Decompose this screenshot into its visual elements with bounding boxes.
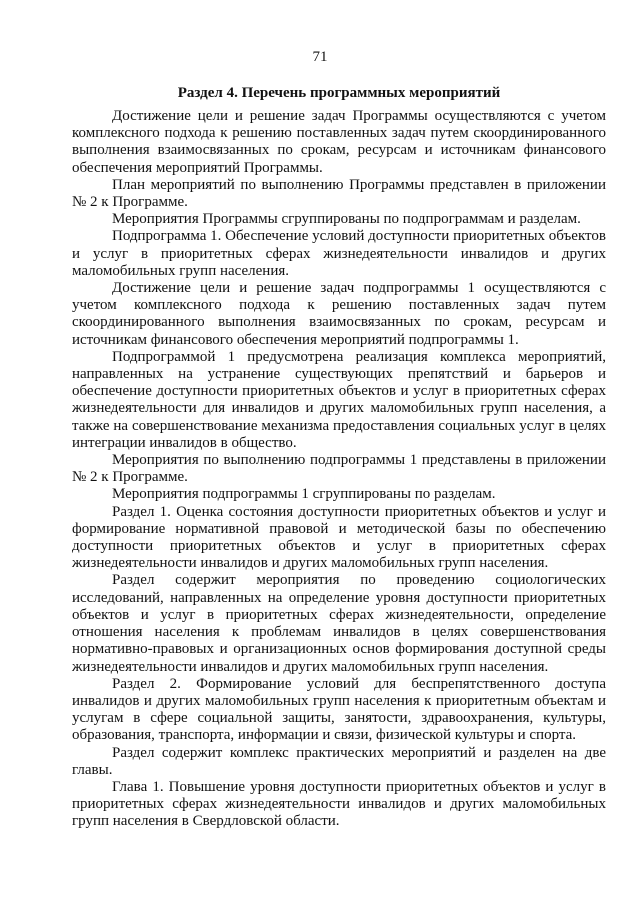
paragraph: Глава 1. Повышение уровня доступности приоритетных объектов и услуг в приоритетных сферах жизнедеятельности инвалидов и других маломобильных групп населения в Свердловской области. [72, 778, 606, 830]
paragraph: Раздел содержит мероприятия по проведению социологических исследований, направленных на определение уровня доступности приоритетных объектов и услуг в приоритетных сферах жизнедеятельности, определение отношения населения к проблемам инвалидов в целях совершенствования нормативно-правовых и организационных основ формирования доступной среды жизнедеятельности инвалидов и других маломобильных групп населения. [72, 572, 606, 675]
paragraph: Мероприятия подпрограммы 1 сгруппированы по разделам. [112, 486, 496, 503]
page-number: 71 [312, 49, 328, 65]
paragraph: Раздел содержит комплекс практических мероприятий и разделен на две главы. [72, 744, 606, 778]
paragraph: Раздел 1. Оценка состояния доступности приоритетных объектов и услуг и формирование нормативной правовой и методической базы по обеспечению доступности приоритетных объектов и услуг в приоритетных сферах жизнедеятельности инвалидов и других маломобильных групп населения. [72, 503, 606, 572]
section-heading: Раздел 4. Перечень программных мероприятий [177, 85, 501, 101]
paragraph: План мероприятий по выполнению Программы представлен в приложении № 2 к Программе. [72, 176, 606, 211]
paragraph: Достижение цели и решение задач подпрограммы 1 осуществляются с учетом комплексного подхода к решению поставленных задач путем скоординированного выполнения взаимосвязанных по срокам, ресурсам и источникам финансового обеспечения мероприятий подпрограммы 1. [72, 280, 606, 348]
body-text [72, 108, 606, 831]
paragraph: Мероприятия по выполнению подпрограммы 1 представлены в приложении № 2 к Программе. [72, 452, 606, 486]
paragraph: Достижение цели и решение задач Программы осуществляются с учетом комплексного подхода к решению поставленных задач путем скоординированного выполнения взаимосвязанных по срокам, ресурсам и источникам финансового обеспечения мероприятий Программы. [72, 108, 606, 176]
paragraph: Мероприятия Программы сгруппированы по подпрограммам и разделам. [112, 211, 581, 228]
paragraph: Подпрограмма 1. Обеспечение условий доступности приоритетных объектов и услуг в приоритетных сферах жизнедеятельности инвалидов и других маломобильных групп населения. [72, 228, 606, 279]
paragraph: Раздел 2. Формирование условий для беспрепятственного доступа инвалидов и других маломобильных групп населения к приоритетным объектам и услугам в сфере социальной защиты, занятости, здравоохранения, культуры, образования, транспорта, информации и связи, физической культуры и спорта. [72, 675, 606, 744]
paragraph: Подпрограммой 1 предусмотрена реализация комплекса мероприятий, направленных на устранение существующих препятствий и барьеров и обеспечение доступности приоритетных объектов и услуг в приоритетных сферах жизнедеятельности для инвалидов и других маломобильных групп населения, а также на совершенствование механизма предоставления социальных услуг в целях интеграции инвалидов в общество. [72, 348, 606, 451]
